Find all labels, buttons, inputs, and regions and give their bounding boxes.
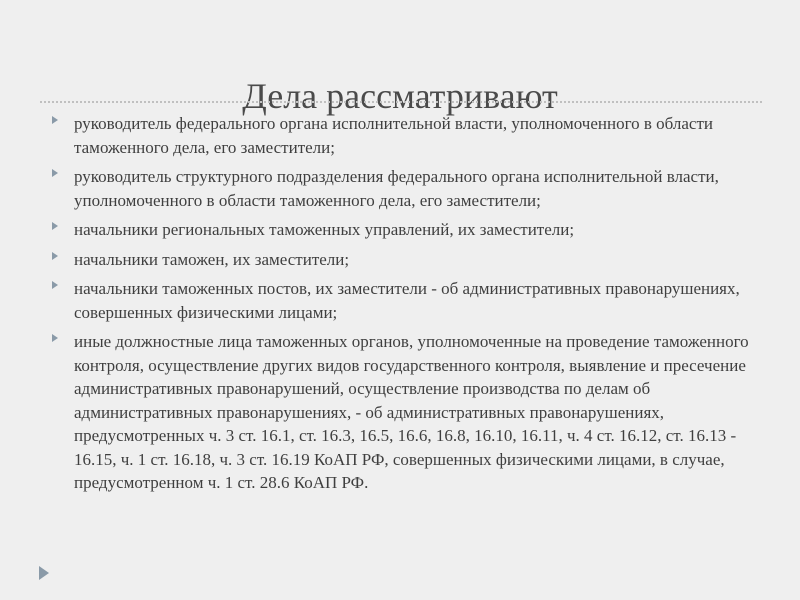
list-item (40, 277, 770, 324)
list-item-text: начальники таможенных постов, их заместители - об административных правонарушениях, совершенных физическими лицами; (74, 279, 740, 322)
triangle-bullet-icon (52, 222, 58, 230)
triangle-bullet-icon (52, 334, 58, 342)
list-item (40, 330, 770, 495)
title-divider (40, 101, 762, 103)
triangle-bullet-icon (52, 281, 58, 289)
triangle-bullet-icon (52, 169, 58, 177)
list-item-text: руководитель структурного подразделения федерального органа исполнительной власти, уполномоченного в области таможенного дела, его заместители; (74, 167, 719, 210)
list-item-text: начальники таможен, их заместители; (74, 249, 350, 269)
play-arrow-icon[interactable] (39, 566, 49, 580)
list-item-text: руководитель федерального органа исполнительной власти, уполномоченного в области таможенного дела, его заместители; (74, 114, 713, 157)
list-item-text: иные должностные лица таможенных органов, уполномоченные на проведение таможенного контроля, осуществление других видов государственного контроля, выявление и пресечение административных правонарушений, осуществление производства по делам об административных правонарушениях, - об административных правонарушениях, предусмотренных ч. 3 ст. 16.1, ст. 16.3, 16.5, 16.6, 16.8, 16.10, 16.11, ч. 4 ст. 16.12, ст. 16.13 - 16.15, ч. 1 ст. 16.18, ч. 3 ст. 16.19 КоАП РФ, совершенных физическими лицами, в случае, предусмотренном ч. 1 ст. 28.6 КоАП РФ. (74, 332, 749, 492)
slide-title: Дела рассматривают (242, 76, 558, 117)
list-item (40, 248, 770, 272)
list-item-text: начальники региональных таможенных управлений, их заместители; (74, 220, 575, 239)
triangle-bullet-icon (52, 252, 58, 260)
bullet-list (40, 112, 770, 501)
list-item (40, 218, 770, 242)
list-item (40, 165, 770, 212)
triangle-bullet-icon (52, 116, 58, 124)
list-item (40, 112, 770, 159)
